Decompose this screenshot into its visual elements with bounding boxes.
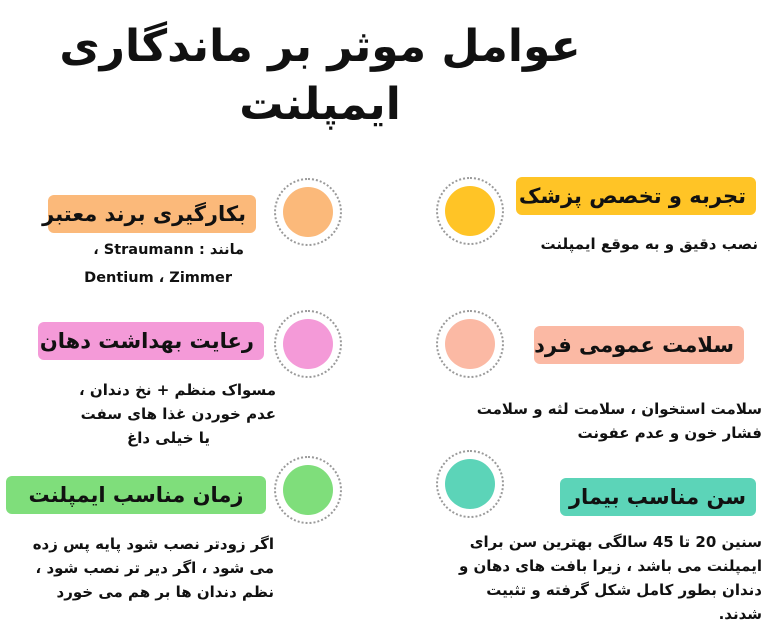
title-line-2: ایمپلنت — [239, 79, 401, 130]
brand-desc: مانند : Straumann ، Dentium ، Zimmer — [84, 242, 244, 286]
doctor-circle — [445, 186, 495, 236]
page-title — [40, 18, 600, 134]
health-circle — [445, 319, 495, 369]
title-line-1: عوامل موثر بر ماندگاری — [59, 21, 581, 72]
hygiene-dot — [274, 310, 342, 378]
brand-label: بکارگیری برند معتبر — [48, 195, 256, 233]
age-label: سن مناسب بیمار — [560, 478, 756, 516]
timing-desc: اگر زودتر نصب شود پایه پس زده می شود ، اگر دیر تر نصب شود ، نظم دندان ها بر هم می خورد — [32, 535, 274, 601]
health-label: سلامت عمومی فرد — [534, 326, 744, 364]
hygiene-label: رعایت بهداشت دهان — [38, 322, 264, 360]
health-dot — [436, 310, 504, 378]
brand-dot — [274, 178, 342, 246]
hygiene-circle — [283, 319, 333, 369]
age-desc: سنین 20 تا 45 سالگی بهترین سن برای ایمپلنت می باشد ، زیرا بافت های دهان و دندان بطور کامل شکل گرفته و تثبیت شدند. — [458, 533, 762, 623]
brand-circle — [283, 187, 333, 237]
timing-circle — [283, 465, 333, 515]
hygiene-desc: مسواک منظم + نخ دندان ، عدم خوردن غذا های سفت یا خیلی داغ — [79, 381, 276, 447]
timing-dot — [274, 456, 342, 524]
age-circle — [445, 459, 495, 509]
health-desc: سلامت استخوان ، سلامت لثه و سلامت فشار خون و عدم عفونت — [476, 400, 762, 442]
doctor-desc: نصب دقیق و به موقع ایمپلنت — [540, 235, 758, 253]
age-dot — [436, 450, 504, 518]
doctor-label: تجربه و تخصص پزشک — [516, 177, 756, 215]
timing-label: زمان مناسب ایمپلنت — [6, 476, 266, 514]
